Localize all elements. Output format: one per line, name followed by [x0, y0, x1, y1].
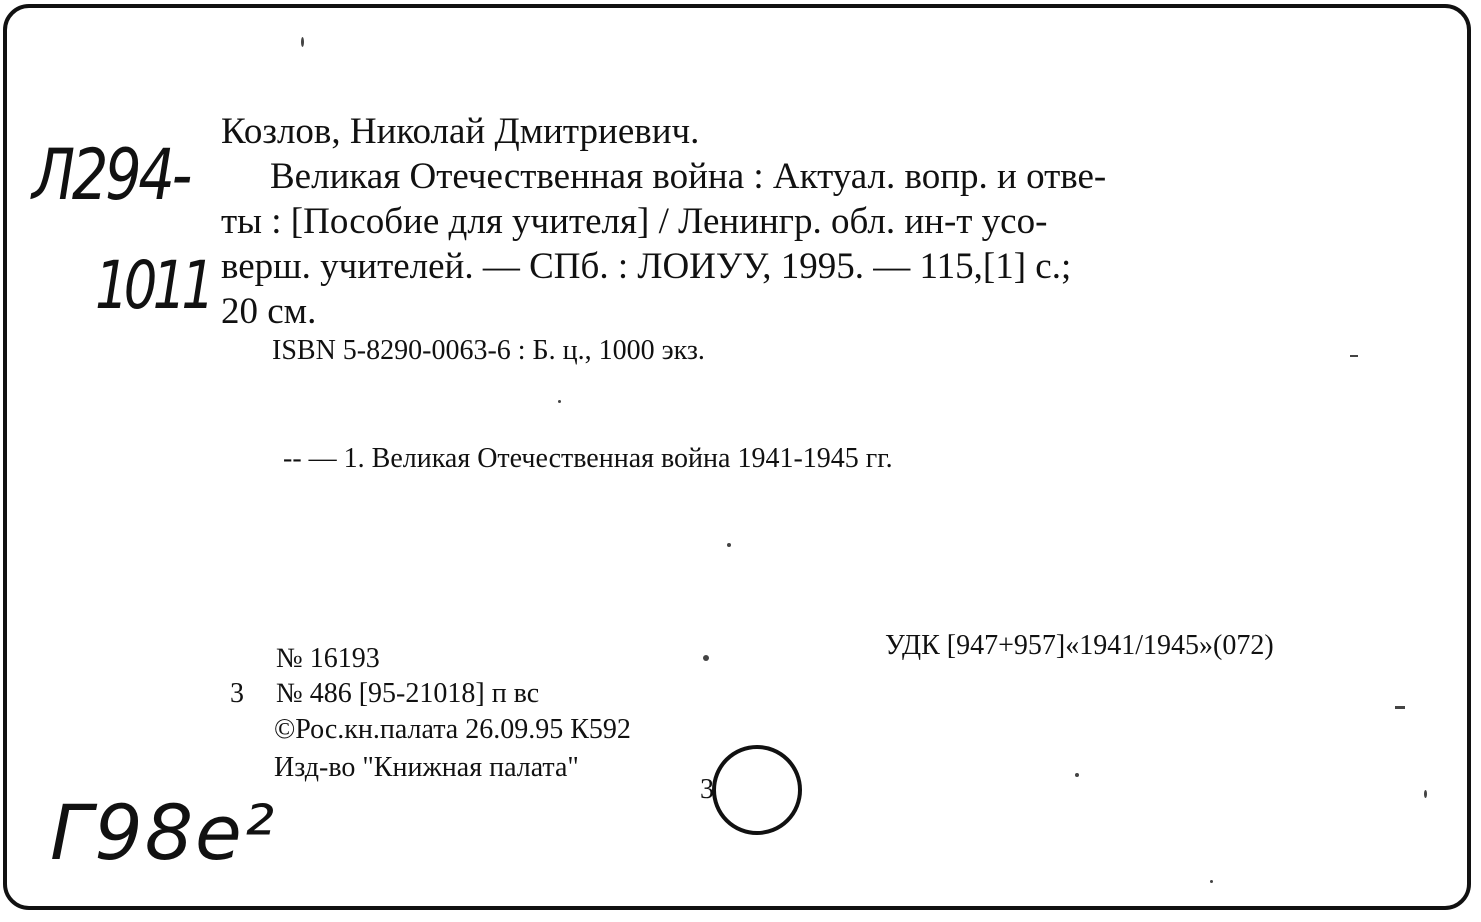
- stamp-mark: 3: [700, 774, 714, 805]
- title-line-2: ты : [Пособие для учителя] / Ленингр. обл. ин-т усо-: [221, 201, 1048, 242]
- item-number-line: № 486 [95-21018] п вс: [276, 678, 540, 709]
- handwritten-shelf-mark: Г98е²: [50, 788, 277, 877]
- handwritten-call-number-bottom: 1011: [95, 247, 211, 324]
- speck: [1350, 355, 1358, 357]
- copyright-line: ©Рос.кн.палата 26.09.95 К592: [274, 714, 631, 745]
- isbn-line: ISBN 5-8290-0063-6 : Б. ц., 1000 экз.: [272, 335, 705, 366]
- title-line-3: верш. учителей. — СПб. : ЛОИУУ, 1995. — 115,[1] с.;: [221, 246, 1072, 287]
- speck: [1424, 790, 1427, 798]
- title-line-1: Великая Отечественная война : Актуал. вопр. и отве-: [270, 156, 1107, 197]
- speck: [1210, 880, 1213, 883]
- speck: [1075, 773, 1079, 777]
- speck: [1395, 706, 1405, 709]
- publisher-line: Изд-во "Книжная палата": [274, 752, 579, 783]
- speck: [703, 655, 709, 661]
- record-number: № 16193: [276, 643, 380, 674]
- circle-stamp: [712, 745, 802, 835]
- handwritten-call-number-top: Л294-: [32, 134, 190, 216]
- udk: УДК [947+957]«1941/1945»(072): [885, 630, 1274, 661]
- author-heading: Козлов, Николай Дмитриевич.: [221, 111, 700, 152]
- speck: [727, 543, 731, 547]
- speck: [558, 400, 561, 403]
- title-line-4: 20 см.: [221, 291, 317, 332]
- speck: [301, 37, 304, 47]
- item-prefix: 3: [230, 678, 244, 709]
- subject-line: -- — 1. Великая Отечественная война 1941-1945 гг.: [283, 443, 893, 474]
